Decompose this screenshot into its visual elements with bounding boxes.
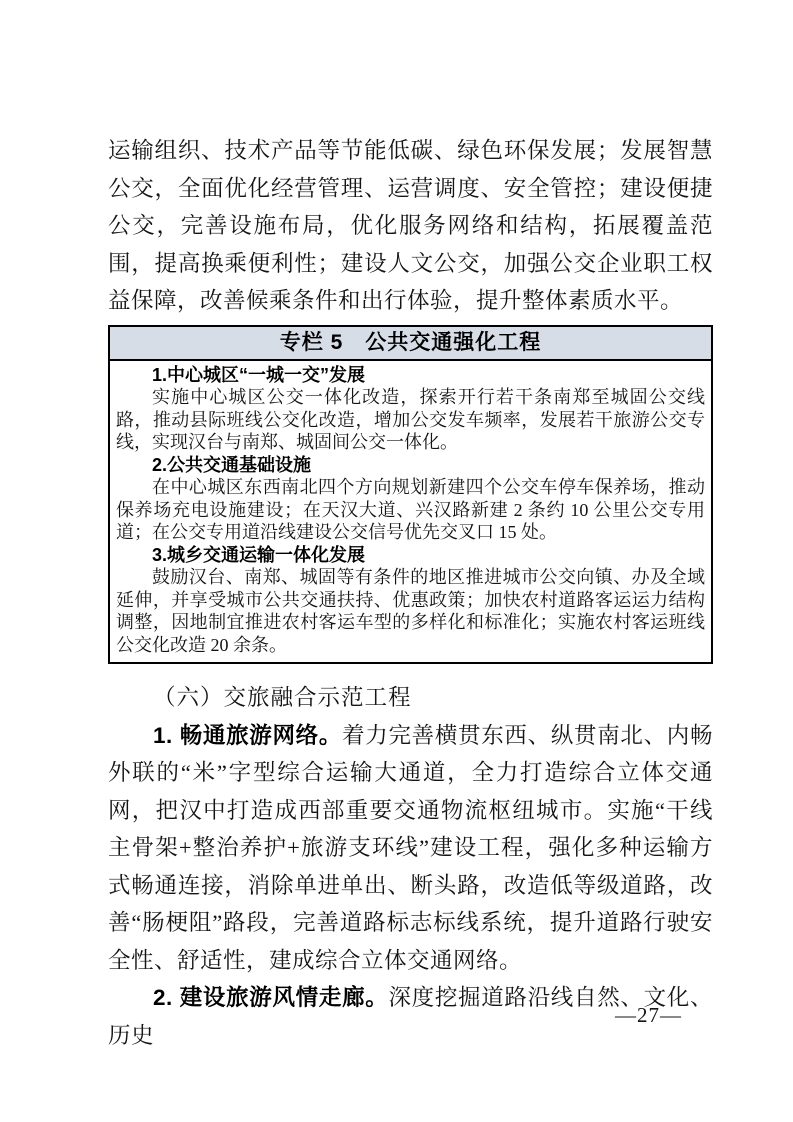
section-six-paragraph-1 [108, 717, 713, 980]
paragraph-2-lead: 2. 建设旅游风情走廊。 [153, 985, 389, 1010]
box-section-heading-2: 2.公共交通基础设施 [152, 454, 312, 475]
feature-box-body [110, 361, 711, 663]
box-section-heading-3: 3.城乡交通运输一体化发展 [152, 544, 366, 565]
paragraph-1-lead: 1. 畅通旅游网络。 [153, 722, 343, 748]
section-six-heading: （六）交旅融合示范工程 [153, 685, 412, 710]
box-section [116, 454, 705, 544]
box-section-body-2: 在中心城区东西南北四个方向规划新建四个公交车停车保养场，推动保养场充电设施建设；在天汉大道、兴汉路新建 2 条约 10 公里公交专用道；在公交专用道沿线建设公交信号优先交叉口 15 处。 [116, 477, 705, 542]
box-section [116, 364, 705, 454]
box-section [116, 544, 705, 657]
feature-box [108, 325, 713, 665]
feature-box-title: 专栏 5 公共交通强化工程 [110, 327, 711, 361]
box-section-body-1: 实施中心城区公交一体化改造，探索开行若干条南郑至城固公交线路，推动县际班线公交化改造，增加公交发车频率，发展若干旅游公交专线，实现汉台与南郑、城固间公交一体化。 [116, 387, 705, 452]
box-section-heading-1: 1.中心城区“一城一交”发展 [152, 364, 366, 385]
paragraph-1-body: 着力完善横贯东西、纵贯南北、内畅外联的“米”字型综合运输大通道，全力打造综合立体交通网，把汉中打造成西部重要交通物流枢纽城市。实施“干线主骨架+整治养护+旅游支环线”建设工程，强化多种运输方式畅通连接，消除单进单出、断头路，改造低等级道路，改善“肠梗阻”路段，完善道路标志标线系统，提升道路行驶安全性、舒适性，建成综合立体交通网络。 [108, 722, 713, 973]
intro-paragraph: 运输组织、技术产品等节能低碳、绿色环保发展；发展智慧公交，全面优化经营管理、运营调度、安全管控；建设便捷公交，完善设施布局，优化服务网络和结构，拓展覆盖范围，提高换乘便利性；建设人文公交，加强公交企业职工权益保障，改善候乘条件和出行体验，提升整体素质水平。 [108, 138, 713, 313]
paragraph-2-body: 深度挖掘道路沿线自然、文化、历史 [108, 985, 713, 1048]
page-content [108, 132, 713, 1054]
box-section-body-3: 鼓励汉台、南郑、城固等有条件的地区推进城市公交向镇、办及全域延伸，并享受城市公共交通扶持、优惠政策；加快农村道路客运运力结构调整，因地制宜推进农村客运车型的多样化和标准化；实施农村客运班线公交化改造 20 余条。 [116, 567, 705, 655]
page-number: —27— [615, 1003, 682, 1027]
